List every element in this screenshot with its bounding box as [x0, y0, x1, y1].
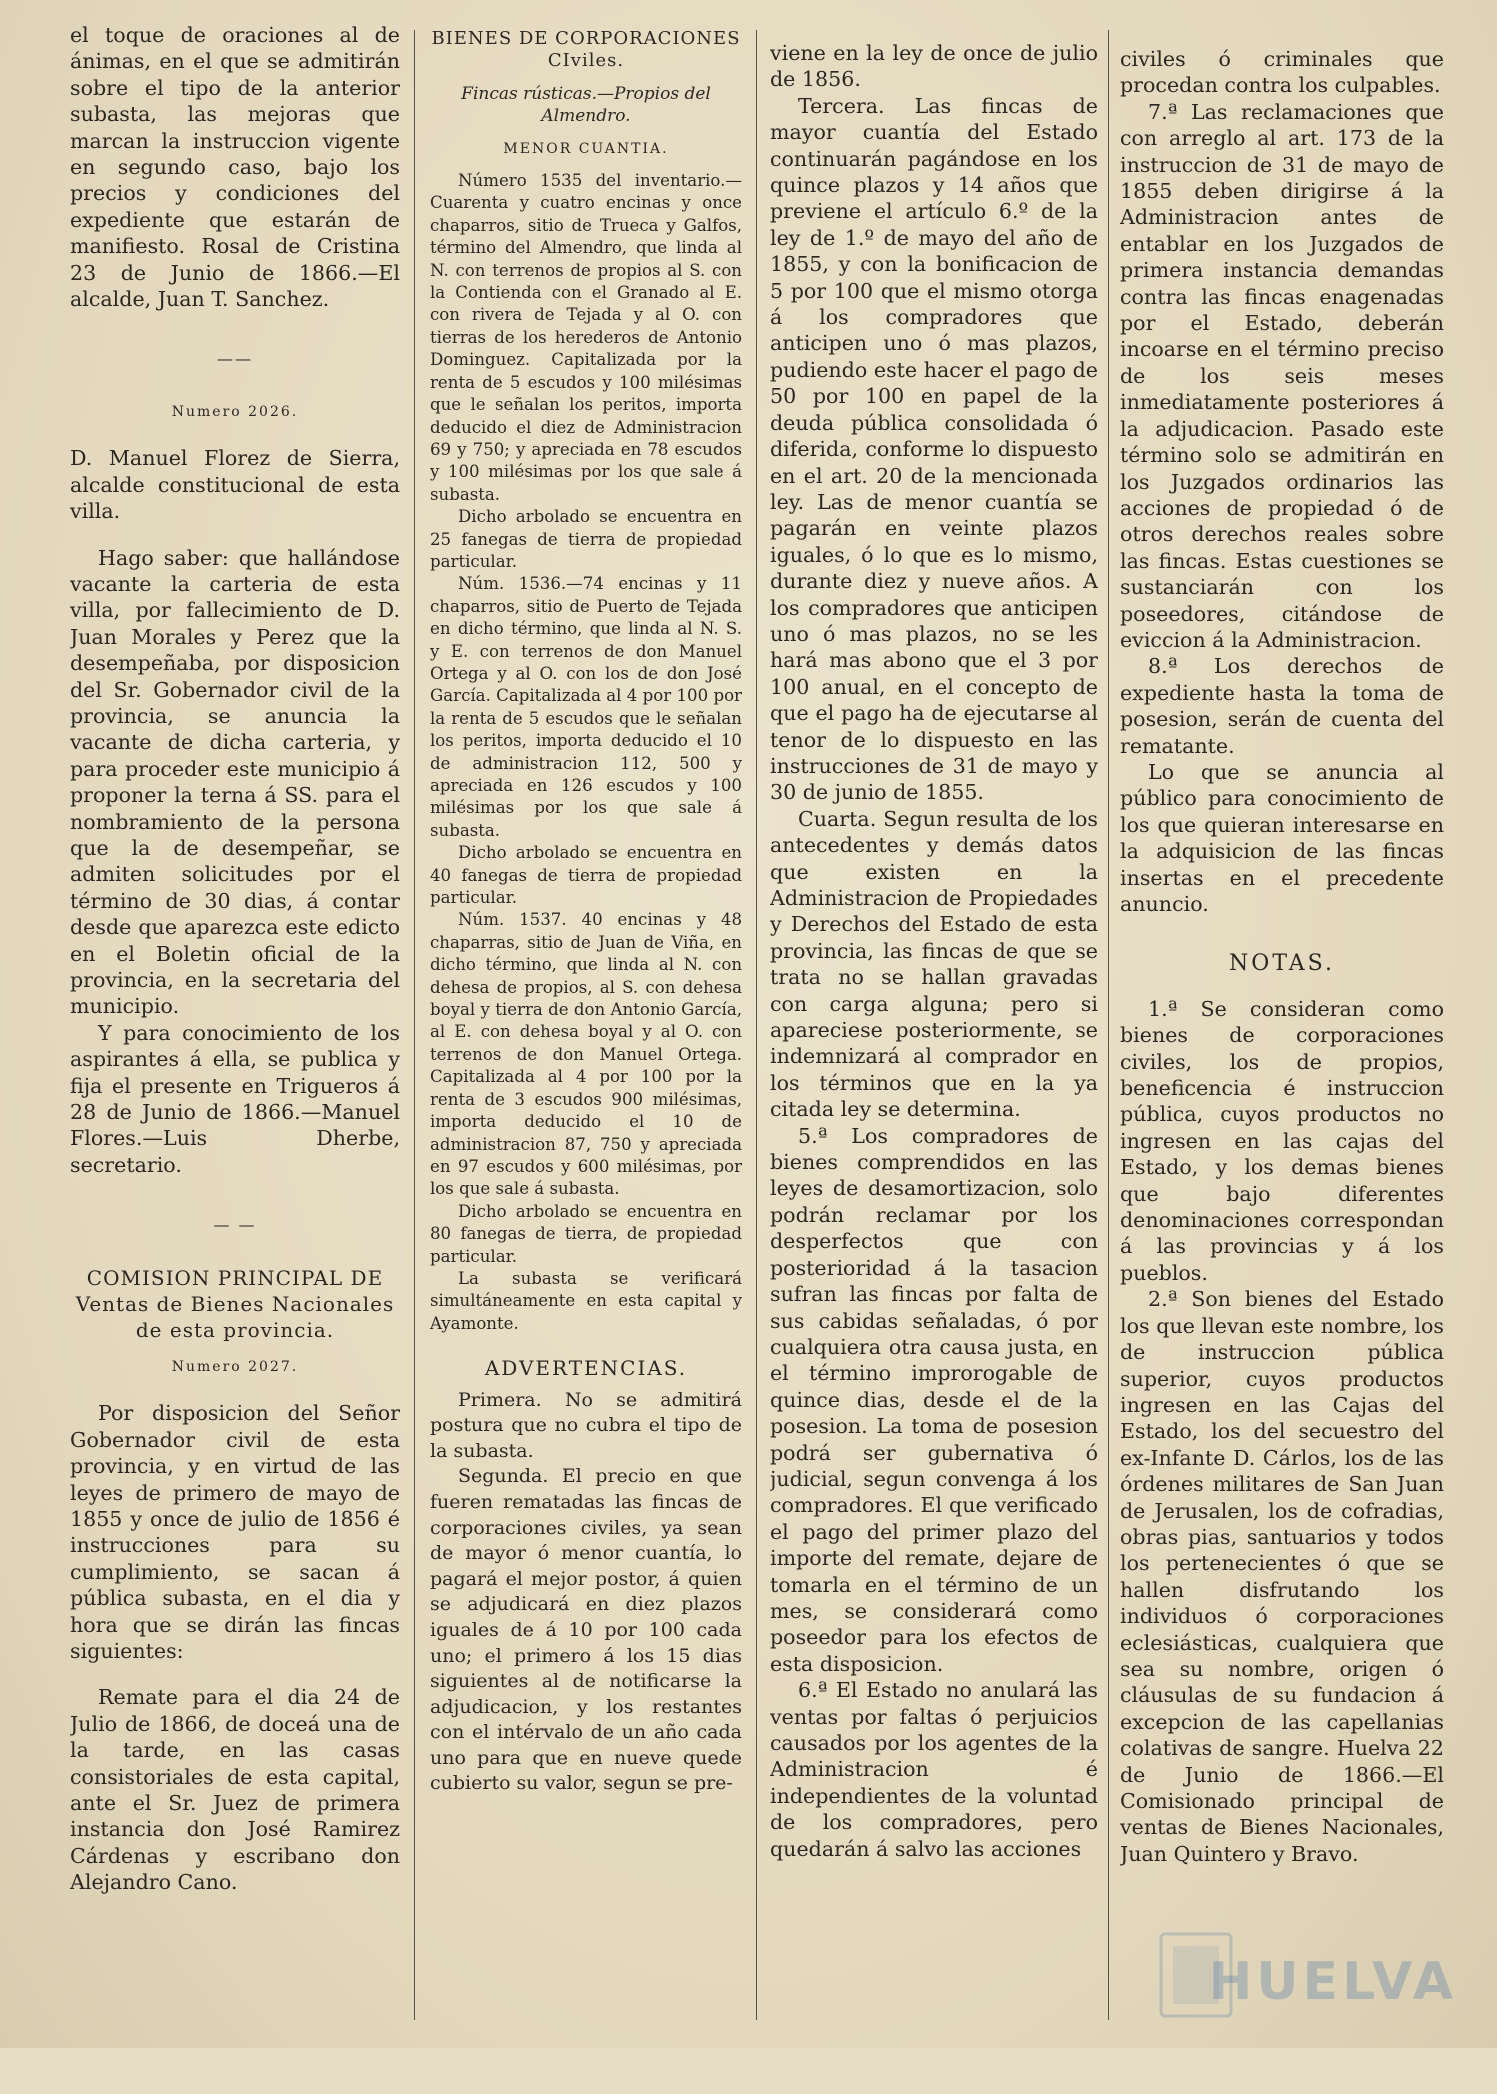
column-2 [430, 0, 742, 2076]
paragraph: Hago saber: que hallándose vacante la carteria de esta villa, por fallecimiento de D. Juan Morales y Perez que la desempeñaba, por disposicion del Sr. Gobernador civil de la provincia, se anuncia la vacante de dicha carteria, y para proceder este municipio á proponer la terna á SS. para el nombramiento de la persona que la de desempeñar, se admiten solicitudes por el término de 30 dias, á contar desde que aparezca este edicto en el Boletin oficial de la provincia, en la secretaria del municipio. [70, 545, 400, 1019]
section-subheading: Fincas rústicas.—Propios del Almendro. [461, 83, 711, 127]
notice-heading: COMISION PRINCIPAL DE Ventas de Bienes Nacionales de esta provincia. [75, 1265, 395, 1343]
paragraph: Cuarta. Segun resulta de los antecedentes y demás datos que existen en la Administracion de Propiedades y Derechos del Estado de esta provincia, las fincas de que se trata no se hallan gravadas con carga alguna; pero si apareciese posteriormente, se indemnizará al comprador en los términos que en la ya citada ley se determina. [770, 806, 1098, 1122]
paragraph: civiles ó criminales que procedan contra los culpables. [1120, 47, 1444, 98]
paragraph: el toque de oraciones al de ánimas, en el que se admitirán sobre el tipo de la anterior subasta, las mejoras que marcan la instruccion vigente en segundo caso, bajo los precios y condiciones del expediente que estarán de manifiesto. Rosal de Cristina 23 de Junio de 1866.—El alcalde, Juan T. Sanchez. [70, 23, 400, 312]
paragraph: 5.ª Los compradores de bienes comprendidos en las leyes de desamortizacion, solo podrán reclamar por los desperfectos que con posterioridad á la tasacion sufran las fincas por falta de sus cabidas señaladas, ó por cualquiera otra causa justa, en el término improrogable de quince dias, desde el de la posesion. La toma de posesion podrá ser gubernativa ó judicial, segun convenga á los compradores. El que verificado el pago del primer plazo del importe del remate, dejare de tomarla en el término de un mes, se considerará como poseedor para los efectos de esta disposicion. [770, 1123, 1098, 1676]
paragraph: Lo que se anuncia al público para conocimiento de los que quieran interesarse en la adquisicion de las fincas insertas en el precedente anuncio. [1120, 759, 1444, 916]
section-heading: ADVERTENCIAS. [484, 1356, 688, 1381]
section-subheading: MENOR CUANTIA. [503, 140, 669, 157]
paragraph: Dicho arbolado se encuentra en 40 fanegas de tierra de propiedad particular. [430, 843, 742, 908]
paragraph: Por disposicion del Señor Gobernador civil de esta provincia, y en virtud de las leyes de primero de mayo de 1855 y once de julio de 1856 é instrucciones para su cumplimiento, se sacan á pública subasta, en el dia y hora que se dirán las fincas siguientes: [70, 1401, 400, 1663]
column-4 [1120, 0, 1444, 2094]
notice-number: Numero 2027. [171, 1358, 299, 1375]
paragraph: Tercera. Las fincas de mayor cuantía del Estado continuarán pagándose en los quince plazos y 14 años que previene el artículo 6.º de la ley de 1.º de mayo del año de 1855, y con la bonificacion de 5 por 100 que el mismo otorga á los compradores que anticipen uno ó mas plazos, pudiendo este hacer el pago de 50 por 100 en papel de la deuda pública consolidada ó diferida, conforme lo dispuesto en el art. 20 de la mencionada ley. Las de menor cuantía se pagarán en veinte plazos iguales, ó lo que es lo mismo, durante diez y nueve años. A los compradores que anticipen uno ó mas plazos, no se les hará mas abono que el 3 por 100 anual, en el concepto de que el pago ha de ejecutarse al tenor de lo dispuesto en las instrucciones de 31 de mayo y 30 de junio de 1855. [770, 93, 1098, 805]
paragraph: Número 1535 del inventario.—Cuarenta y cuatro encinas y once chaparros, sitio de Trueca y Galfos, término del Almendro, que linda al N. con terrenos de propios al S. con la Contienda con el Granado al E. con rivera de Tejada y al O. con tierras de los herederos de Antonio Dominguez. Capitalizada por la renta de 5 escudos y 100 milésimas que le señalan los peritos, importa deducido el diez de Administracion 69 y 750; y apreciada en 78 escudos y 100 milésimas por los que sale á subasta. [430, 171, 742, 504]
notice-number: Numero 2026. [171, 403, 299, 420]
paragraph: Núm. 1536.—74 encinas y 11 chaparros, sitio de Puerto de Tejada en dicho término, que linda al N. S. y E. con terrenos de don Manuel Ortega y al O. con los de don José García. Capitalizada al 4 por 100 por la renta de 5 escudos que le señalan los peritos, importa deducido el 10 de administracion 112, 500 y apreciada en 126 escudos y 100 milésimas por los que sale á subasta. [430, 574, 742, 840]
paragraph: viene en la ley de once de julio de 1856. [770, 41, 1098, 92]
notice-heading: D. Manuel Florez de Sierra, alcalde constitucional de esta villa. [70, 446, 400, 524]
section-heading: BIENES DE CORPORACIONES CIviles. [431, 28, 741, 72]
paragraph: Y para conocimiento de los aspirantes á ella, se publica y fija el presente en Trigueros á 28 de Junio de 1866.—Manuel Flores.—Luis Dherbe, secretario. [70, 1020, 400, 1177]
paragraph: Dicho arbolado se encuentra en 80 fanegas de tierra, de propiedad particular. [430, 1201, 742, 1266]
paragraph: 6.ª El Estado no anulará las ventas por faltas ó perjuicios causados por los agentes de la Administracion é independientes de la voluntad de los compradores, pero quedarán á salvo las acciones [770, 1678, 1098, 1861]
paragraph: 7.ª Las reclamaciones que con arreglo al art. 173 de la instruccion de 31 de mayo de 1855 deben dirigirse á la Administracion antes de entablar en los Juzgados de primera instancia demandas contra las fincas enagenadas por el Estado, deberán incoarse en el término preciso de los seis meses inmediatamente posteriores á la adjudicacion. Pasado este término solo se admitirán en los Juzgados ordinarios las acciones de propiedad ó de otros derechos reales sobre las fincas. Estas cuestiones se sustanciarán con los poseedores, citándose de eviccion á la Administracion. [1120, 99, 1444, 652]
separator: — — [213, 1215, 257, 1235]
paragraph: Segunda. El precio en que fueren rematadas las fincas de corporaciones civiles, ya sean de mayor ó menor cuantía, lo pagará el mejor postor, á quien se adjudicará en diez plazos iguales de á 10 por 100 cada uno; el primero á los 15 dias siguientes al de notificarse la adjudicacion, y los restantes con el intérvalo de un año cada uno para que en nueve quede cubierto su valor, segun se pre- [430, 1465, 742, 1795]
paragraph: 2.ª Son bienes del Estado los que llevan este nombre, los de instruccion pública superior, cuyos productos ingresen en las Cajas del Estado, los del secuestro del ex-Infante D. Cárlos, los de las órdenes militares de San Juan de Jerusalen, los de cofradias, obras pias, santuarios y todos los pertenecientes ó que se hallen disfrutando los individuos ó corporaciones eclesiásticas, cualquiera que sea su nombre, origen ó cláusulas de su fundacion á excepcion de las capellanias colativas de sangre. Huelva 22 de Junio de 1866.—El Comisionado principal de ventas de Bienes Nacionales, Juan Quintero y Bravo. [1120, 1287, 1444, 1866]
column-rule [1108, 30, 1109, 2020]
column-3 [770, 0, 1098, 2088]
paragraph: Remate para el dia 24 de Julio de 1866, de doceá una de la tarde, en las casas consistoriales de esta capital, ante el Sr. Juez de primera instancia don José Ramirez Cárdenas y escribano don Alejandro Cano. [70, 1685, 400, 1895]
paragraph: La subasta se verificará simultáneamente en esta capital y Ayamonte. [430, 1268, 742, 1333]
column-rule [414, 30, 415, 2020]
paragraph: 1.ª Se consideran como bienes de corporaciones civiles, los de propios, beneficencia é instruccion pública, cuyos productos no ingresen en las cajas del Estado, y los demas bienes que bajo diferentes denominaciones correspondan á las provincias y á los pueblos. [1120, 996, 1444, 1285]
column-rule [756, 30, 757, 2020]
paragraph: Núm. 1537. 40 encinas y 48 chaparras, sitio de Juan de Viña, en dicho término, que linda al N. con dehesa de propios, al S. con dehesa boyal y tierra de don Antonio García, al E. con dehesa boyal y al O. con terrenos de don Manuel Ortega. Capitalizada al 4 por 100 por la renta de 3 escudos 900 milésimas, importa deducido el 10 de administracion 87, 750 y apreciada en 97 escudos y 600 milésimas, por los que sale á subasta. [430, 910, 742, 1199]
watermark: HUELVA [1208, 1952, 1457, 2012]
paragraph: Primera. No se admitirá postura que no cubra el tipo de la subasta. [430, 1388, 742, 1462]
paragraph: Dicho arbolado se encuentra en 25 fanegas de tierra de propiedad particular. [430, 507, 742, 571]
paragraph: 8.ª Los derechos de expediente hasta la toma de posesion, serán de cuenta del rematante. [1120, 654, 1444, 758]
separator: —— [217, 349, 253, 369]
column-1 [70, 0, 400, 2070]
section-heading: NOTAS. [1229, 951, 1335, 977]
